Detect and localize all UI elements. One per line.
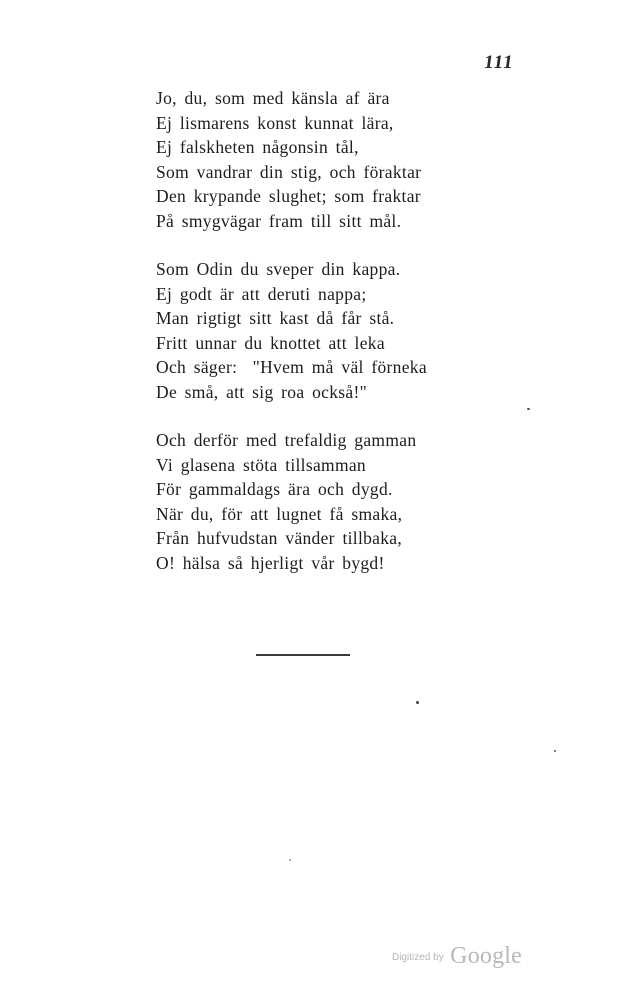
digitized-by-google-watermark: [392, 943, 522, 970]
poem-line: Fritt unnar du knottet att leka: [156, 332, 385, 353]
scan-speck: [289, 859, 291, 861]
scan-speck: [554, 750, 556, 752]
page-number: 111: [482, 52, 515, 73]
poem-line: De små, att sig roa också!": [156, 381, 368, 402]
poem-line: På smygvägar fram till sitt mål.: [156, 210, 402, 231]
stanza-2: [156, 257, 427, 404]
google-logo-text: Google: [450, 943, 523, 969]
scan-speck: [416, 701, 419, 704]
scan-speck: [527, 408, 530, 410]
poem-line: För gammaldags ära och dygd.: [156, 479, 393, 499]
end-rule-divider: [256, 654, 350, 656]
poem-line: Ej falskheten någonsin tål,: [156, 137, 359, 157]
poem-line: O! hälsa så hjerligt vår bygd!: [156, 552, 385, 573]
stanza-1: [156, 86, 427, 233]
poem-line: Och säger: "Hvem må väl förneka: [156, 357, 427, 377]
stanza-3: [156, 428, 427, 575]
watermark-prefix: Digitized by: [392, 952, 444, 963]
poem: [156, 86, 427, 575]
poem-line: Den krypande slughet; som fraktar: [156, 186, 421, 206]
poem-line: Vi glasena stöta tillsamman: [156, 454, 366, 475]
poem-line: Ej godt är att deruti nappa;: [156, 283, 367, 304]
poem-line: Som Odin du sveper din kappa.: [156, 259, 401, 279]
poem-line: Ej lismarens konst kunnat lära,: [156, 112, 394, 133]
poem-line: När du, för att lugnet få smaka,: [156, 503, 403, 524]
poem-line: Man rigtigt sitt kast då får stå.: [156, 308, 395, 328]
poem-line: Jo, du, som med känsla af ära: [156, 88, 390, 108]
poem-line: Och derför med trefaldig gamman: [156, 430, 417, 450]
poem-line: Från hufvudstan vänder tillbaka,: [156, 528, 403, 548]
poem-line: Som vandrar din stig, och föraktar: [156, 161, 422, 182]
